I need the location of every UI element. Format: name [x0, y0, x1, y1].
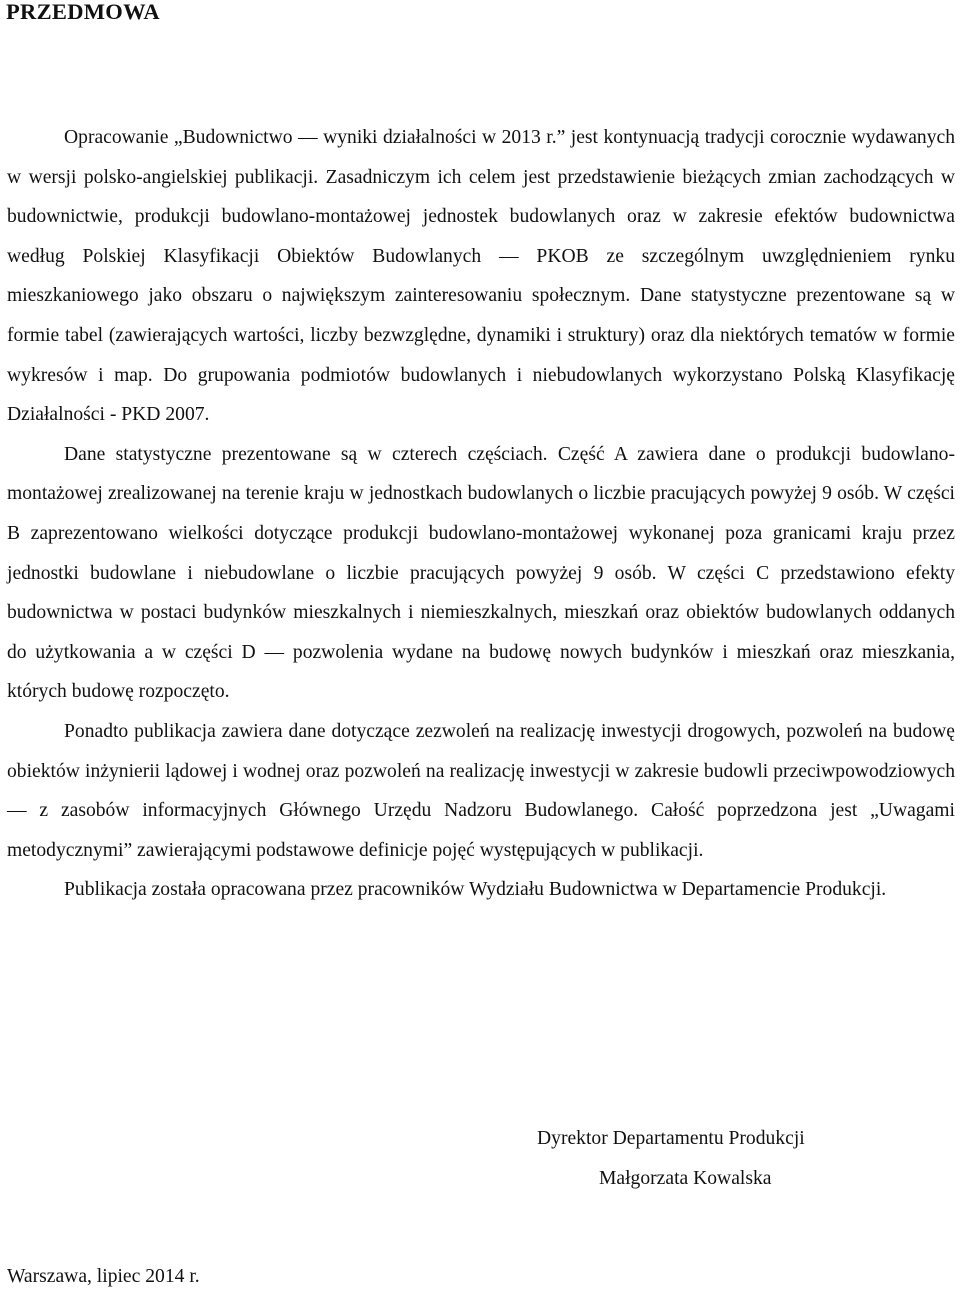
- signature-block: [537, 1119, 857, 1198]
- paragraph-additional: Ponadto publikacja zawiera dane dotyczące zezwoleń na realizację inwestycji drogowych, pozwoleń na budowę obiektów inżynierii lądowej i wodnej oraz pozwoleń na realizację inwestycji w zakresie budowli przeciwpowodziowych — z zasobów informacyjnych Głównego Urzędu Nadzoru Budowlanego. Całość poprzedzona jest „Uwagami metodycznymi” zawierającymi podstawowe definicje pojęć występujących w publikacji.: [7, 720, 955, 861]
- paragraph-authors: Publikacja została opracowana przez pracowników Wydziału Budownictwa w Departamencie Produkcji.: [64, 879, 887, 901]
- paragraph-parts: Dane statystyczne prezentowane są w czterech częściach. Część A zawiera dane o produkcji budowlano-montażowej zrealizowanej na terenie kraju w jednostkach budowlanych o liczbie pracujących powyżej 9 osób. W części B zaprezentowano wielkości dotyczące produkcji budowlano-montażowej wykonanej poza granicami kraju przez jednostki budowlane i niebudowlane o liczbie pracujących powyżej 9 osób. W części C przedstawiono efekty budownictwa w postaci budynków mieszkalnych i niemieszkalnych, mieszkań oraz obiektów budowlanych oddanych do użytkowania a w części D — pozwolenia wydane na budowę nowych budynków i mieszkań oraz mieszkania, których budowę rozpoczęto.: [7, 443, 955, 703]
- preface-body: [7, 118, 955, 910]
- signature-title: Dyrektor Departamentu Produkcji: [537, 1128, 805, 1149]
- signature-name: Małgorzata Kowalska: [599, 1167, 772, 1189]
- page-title: PRZEDMOWA: [6, 0, 160, 24]
- paragraph-intro: Opracowanie „Budownictwo — wyniki działalności w 2013 r.” jest kontynuacją tradycji corocznie wydawanych w wersji polsko-angielskiej publikacji. Zasadniczym ich celem jest przedstawienie bieżących zmian zachodzących w budownictwie, produkcji budowlano-montażowej jednostek budowlanych oraz w zakresie efektów budownictwa według Polskiej Klasyfikacji Obiektów Budowlanych — PKOB ze szczególnym uwzględnieniem rynku mieszkaniowego jako obszaru o największym zainteresowaniu społecznym. Dane statystyczne prezentowane są w formie tabel (zawierających wartości, liczby bezwzględne, dynamiki i struktury) oraz dla niektórych tematów w formie wykresów i map. Do grupowania podmiotów budowlanych i niebudowlanych wykorzystano Polską Klasyfikację Działalności - PKD 2007.: [7, 127, 955, 426]
- place-and-date: Warszawa, lipiec 2014 r.: [7, 1266, 200, 1287]
